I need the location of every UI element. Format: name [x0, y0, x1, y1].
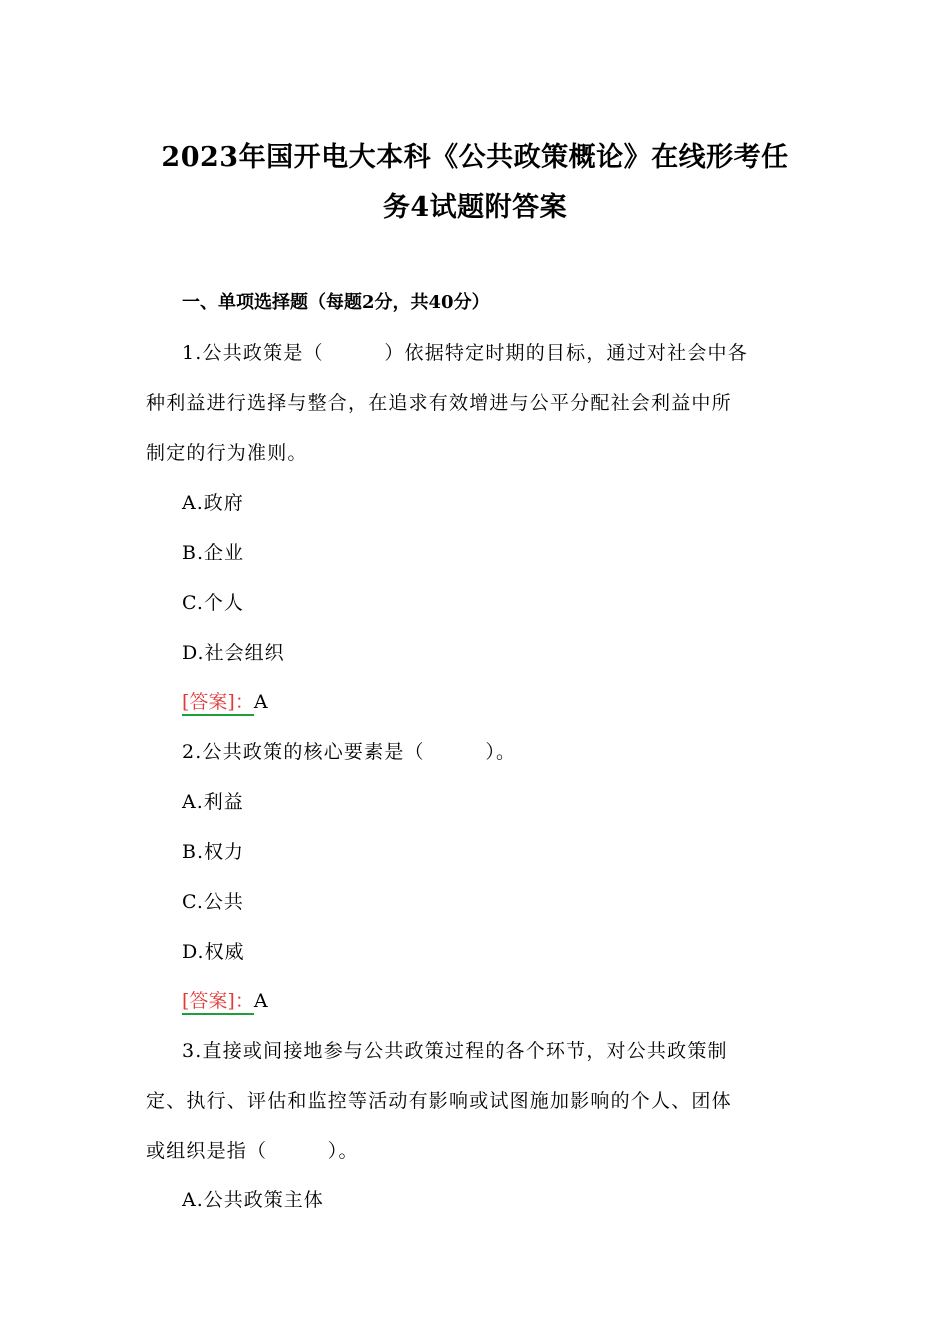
section-heading: 一、单项选择题（每题2分，共40分）: [182, 292, 490, 313]
answer-value: A: [253, 691, 268, 713]
question-1-option-b: B.企业: [182, 542, 245, 564]
question-2-answer: [182, 986, 268, 1013]
answer-value: A: [253, 990, 268, 1012]
answer-tag: [答案]：: [182, 990, 254, 1015]
question-1-option-a: A.政府: [182, 492, 244, 514]
question-1-answer: [182, 687, 268, 714]
document-title-line-1: 2023年国开电大本科《公共政策概论》在线形考任: [161, 142, 789, 173]
question-2-option-b: B.权力: [182, 841, 245, 863]
question-2-option-a: A.利益: [182, 791, 244, 813]
question-3-line-2: 定、执行、评估和监控等活动有影响或试图施加影响的个人、团体: [146, 1090, 732, 1112]
question-2-line-1: 2.公共政策的核心要素是（ ）。: [182, 741, 517, 763]
answer-tag: [答案]：: [182, 691, 254, 716]
question-3-line-1: 3.直接或间接地参与公共政策过程的各个环节，对公共政策制: [182, 1040, 728, 1062]
question-3-option-a: A.公共政策主体: [182, 1189, 324, 1211]
question-1-option-c: C.个人: [182, 592, 244, 614]
question-2-option-c: C.公共: [182, 891, 244, 913]
question-1-line-3: 制定的行为准则。: [146, 442, 308, 464]
question-3-line-3: 或组织是指（ ）。: [146, 1140, 359, 1162]
question-1-option-d: D.社会组织: [182, 642, 285, 664]
document-title-line-2: 务4试题附答案: [382, 192, 568, 223]
question-1-line-2: 种利益进行选择与整合，在追求有效增进与公平分配社会利益中所: [146, 392, 732, 414]
question-2-option-d: D.权威: [182, 941, 245, 963]
question-1-line-1: 1.公共政策是（ ）依据特定时期的目标，通过对社会中各: [182, 342, 748, 364]
